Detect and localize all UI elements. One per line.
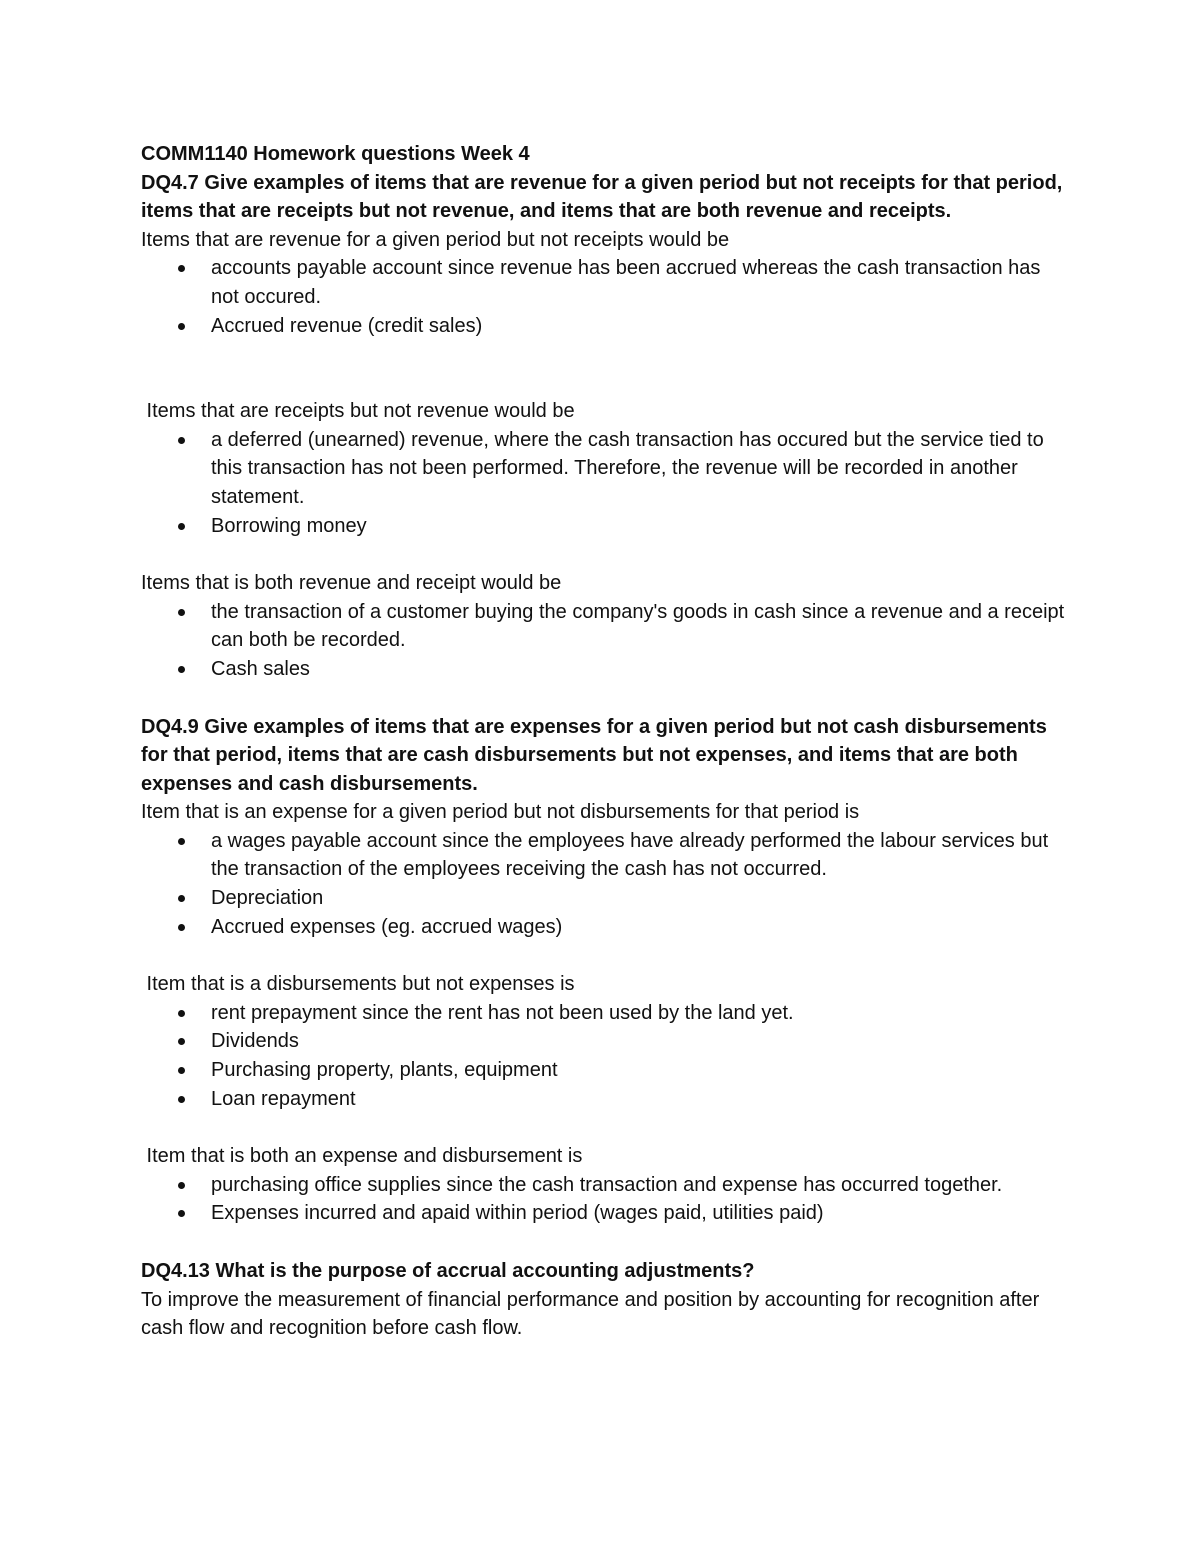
document-title: COMM1140 Homework questions Week 4 bbox=[141, 143, 530, 165]
list-item-text: accounts payable account since revenue has been accrued whereas the cash transaction has not occured. bbox=[211, 257, 1041, 308]
bullet-icon bbox=[178, 1010, 185, 1017]
bullet-icon bbox=[178, 609, 185, 616]
list-item-text: Borrowing money bbox=[211, 514, 367, 537]
document-page bbox=[141, 140, 1071, 1343]
list-item-text: Accrued expenses (eg. accrued wages) bbox=[211, 915, 563, 938]
list-item bbox=[211, 1027, 1071, 1056]
list-item-text: Accrued revenue (credit sales) bbox=[211, 314, 483, 337]
bullet-icon bbox=[178, 437, 185, 444]
list-item-text: the transaction of a customer buying the company's goods in cash since a revenue and a receipt can both be recorded. bbox=[211, 600, 1065, 652]
bullet-icon bbox=[178, 666, 185, 673]
list-item-text: Expenses incurred and apaid within period (wages paid, utilities paid) bbox=[211, 1202, 824, 1225]
list-item bbox=[211, 598, 1071, 655]
section-intro: Item that is a disbursements but not expenses is bbox=[141, 973, 575, 996]
bullet-list bbox=[141, 1171, 1071, 1228]
list-item-text: Cash sales bbox=[211, 657, 310, 680]
list-item-text: Loan repayment bbox=[211, 1087, 356, 1110]
bullet-icon bbox=[178, 1096, 185, 1103]
bullet-icon bbox=[178, 1210, 185, 1217]
list-item bbox=[211, 827, 1071, 884]
bullet-icon bbox=[178, 265, 185, 272]
bullet-icon bbox=[178, 523, 185, 530]
spacer bbox=[141, 684, 1071, 713]
bullet-icon bbox=[178, 1182, 185, 1189]
list-item bbox=[211, 913, 1071, 942]
bullet-list bbox=[141, 254, 1071, 340]
list-item-text: a wages payable account since the employees have already performed the labour services but the transaction of the employees receiving the cash has not occurred. bbox=[211, 829, 1049, 881]
question-dq4-9: DQ4.9 Give examples of items that are expenses for a given period but not cash disbursements for that period, items that are cash disbursements but not expenses, and items that are both expenses and cash disbursements. bbox=[141, 715, 1047, 795]
bullet-list bbox=[141, 999, 1071, 1113]
spacer bbox=[141, 540, 1071, 569]
answer-text: To improve the measurement of financial performance and position by accounting for recognition after cash flow and recognition before cash flow. bbox=[141, 1288, 1040, 1340]
question-dq4-13: DQ4.13 What is the purpose of accrual accounting adjustments? bbox=[141, 1260, 755, 1282]
section-intro: Item that is both an expense and disbursement is bbox=[141, 1145, 583, 1168]
spacer bbox=[141, 941, 1071, 970]
list-item bbox=[211, 1171, 1071, 1200]
bullet-list bbox=[141, 426, 1071, 540]
list-item-text: Depreciation bbox=[211, 887, 324, 910]
bullet-icon bbox=[178, 924, 185, 931]
list-item bbox=[211, 999, 1071, 1028]
list-item bbox=[211, 884, 1071, 913]
list-item bbox=[211, 426, 1071, 512]
list-item-text: purchasing office supplies since the cash transaction and expense has occurred together. bbox=[211, 1173, 1003, 1196]
bullet-icon bbox=[178, 323, 185, 330]
section-intro: Item that is an expense for a given period but not disbursements for that period is bbox=[141, 801, 860, 824]
list-item bbox=[211, 1199, 1071, 1228]
list-item bbox=[211, 1056, 1071, 1085]
bullet-icon bbox=[178, 895, 185, 902]
list-item bbox=[211, 1085, 1071, 1114]
spacer bbox=[141, 340, 1071, 397]
spacer bbox=[141, 1113, 1071, 1142]
question-dq4-7: DQ4.7 Give examples of items that are revenue for a given period but not receipts for that period, items that are receipts but not revenue, and items that are both revenue and receipts. bbox=[141, 171, 1063, 223]
list-item bbox=[211, 655, 1071, 684]
spacer bbox=[141, 1228, 1071, 1257]
list-item-text: rent prepayment since the rent has not been used by the land yet. bbox=[211, 1001, 794, 1024]
list-item bbox=[211, 254, 1071, 311]
section-intro: Items that are revenue for a given period but not receipts would be bbox=[141, 228, 730, 251]
section-intro: Items that is both revenue and receipt would be bbox=[141, 572, 562, 595]
list-item-text: Purchasing property, plants, equipment bbox=[211, 1059, 558, 1082]
list-item bbox=[211, 312, 1071, 341]
bullet-list bbox=[141, 598, 1071, 684]
list-item bbox=[211, 512, 1071, 541]
bullet-icon bbox=[178, 1067, 185, 1074]
section-intro: Items that are receipts but not revenue would be bbox=[141, 400, 575, 423]
list-item-text: a deferred (unearned) revenue, where the cash transaction has occured but the service tied to this transaction has not been performed. Therefore, the revenue will be recorded in another statement. bbox=[211, 428, 1044, 508]
bullet-icon bbox=[178, 838, 185, 845]
bullet-icon bbox=[178, 1038, 185, 1045]
bullet-list bbox=[141, 827, 1071, 941]
list-item-text: Dividends bbox=[211, 1030, 299, 1053]
